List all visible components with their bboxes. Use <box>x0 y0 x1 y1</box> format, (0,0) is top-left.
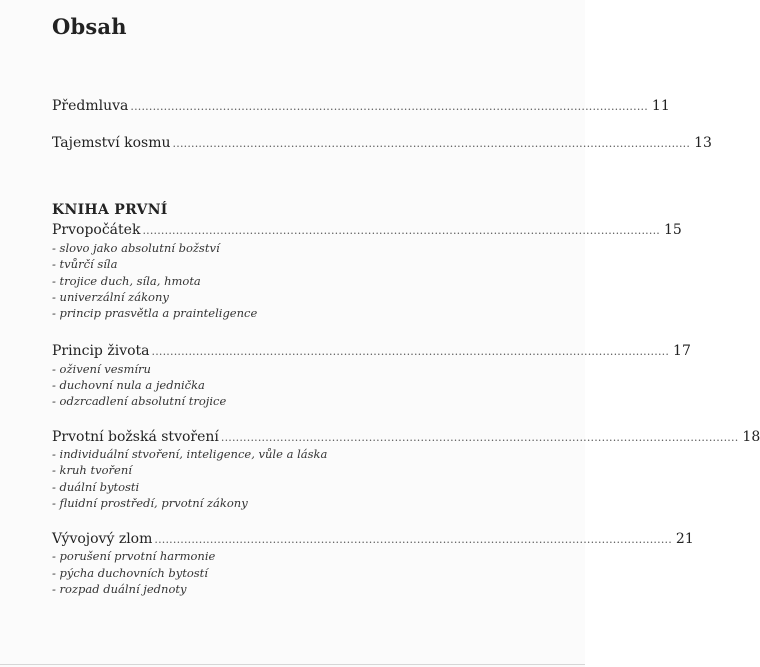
toc-subentry: - univerzální zákony <box>52 290 169 304</box>
leader-dots: ............................................................................................................................................ <box>172 137 691 150</box>
toc-subentry: - princip prasvětla a prainteligence <box>52 306 258 320</box>
toc-entry-label: Prvotní božská stvoření <box>52 429 219 445</box>
toc-subentry: - slovo jako absolutní božství <box>52 241 220 255</box>
toc-page-number: 11 <box>651 98 670 114</box>
toc-entry-princip-zivota <box>52 342 691 361</box>
toc-entry-label: Tajemství kosmu <box>52 135 171 151</box>
toc-subentry: - porušení prvotní harmonie <box>52 549 216 563</box>
toc-subentry: - fluidní prostředí, prvotní zákony <box>52 496 248 510</box>
toc-page-number: 13 <box>694 135 712 151</box>
toc-subentry: - trojice duch, síla, hmota <box>52 274 201 288</box>
toc-entry-label: Prvopočátek <box>52 222 141 238</box>
toc-page-number: 15 <box>663 222 682 238</box>
toc-entry-tajemstvi-kosmu <box>52 134 712 153</box>
leader-dots: ............................................................................................................................................ <box>154 533 672 546</box>
toc-entry-label: Princip života <box>52 343 150 359</box>
toc-entry-label: Vývojový zlom <box>52 531 153 547</box>
toc-page-number: 21 <box>675 531 694 547</box>
leader-dots: ............................................................................................................................................ <box>220 431 739 444</box>
toc-page-number: 17 <box>673 343 691 359</box>
toc-subentry: - duchovní nula a jednička <box>52 378 205 392</box>
toc-subentry: - individuální stvoření, inteligence, vůle a láska <box>52 447 328 461</box>
book-heading: KNIHA PRVNÍ <box>52 202 168 218</box>
toc-entry-prvopocatek <box>52 221 682 240</box>
page-bottom-edge <box>0 664 585 665</box>
toc-entry-label: Předmluva <box>52 98 129 114</box>
toc-subentry: - duální bytosti <box>52 480 140 494</box>
toc-subentry: - rozpad duální jednoty <box>52 582 187 596</box>
leader-dots: ............................................................................................................................................ <box>142 224 660 237</box>
toc-entry-predmluva <box>52 97 670 116</box>
toc-subentry: - tvůrčí síla <box>52 257 118 271</box>
page-title: Obsah <box>52 14 127 39</box>
toc-entry-vyvojovy-zlom <box>52 530 694 549</box>
leader-dots: ............................................................................................................................................ <box>151 345 670 358</box>
toc-subentry: - odzrcadlení absolutní trojice <box>52 394 227 408</box>
toc-subentry: - oživení vesmíru <box>52 362 151 376</box>
toc-subentry: - pýcha duchovních bytostí <box>52 566 208 580</box>
toc-page-number: 18 <box>742 429 760 445</box>
toc-entry-prvotni-bozska-stvoreni <box>52 428 760 447</box>
leader-dots: ............................................................................................................................................ <box>130 100 648 113</box>
toc-subentry: - kruh tvoření <box>52 463 132 477</box>
